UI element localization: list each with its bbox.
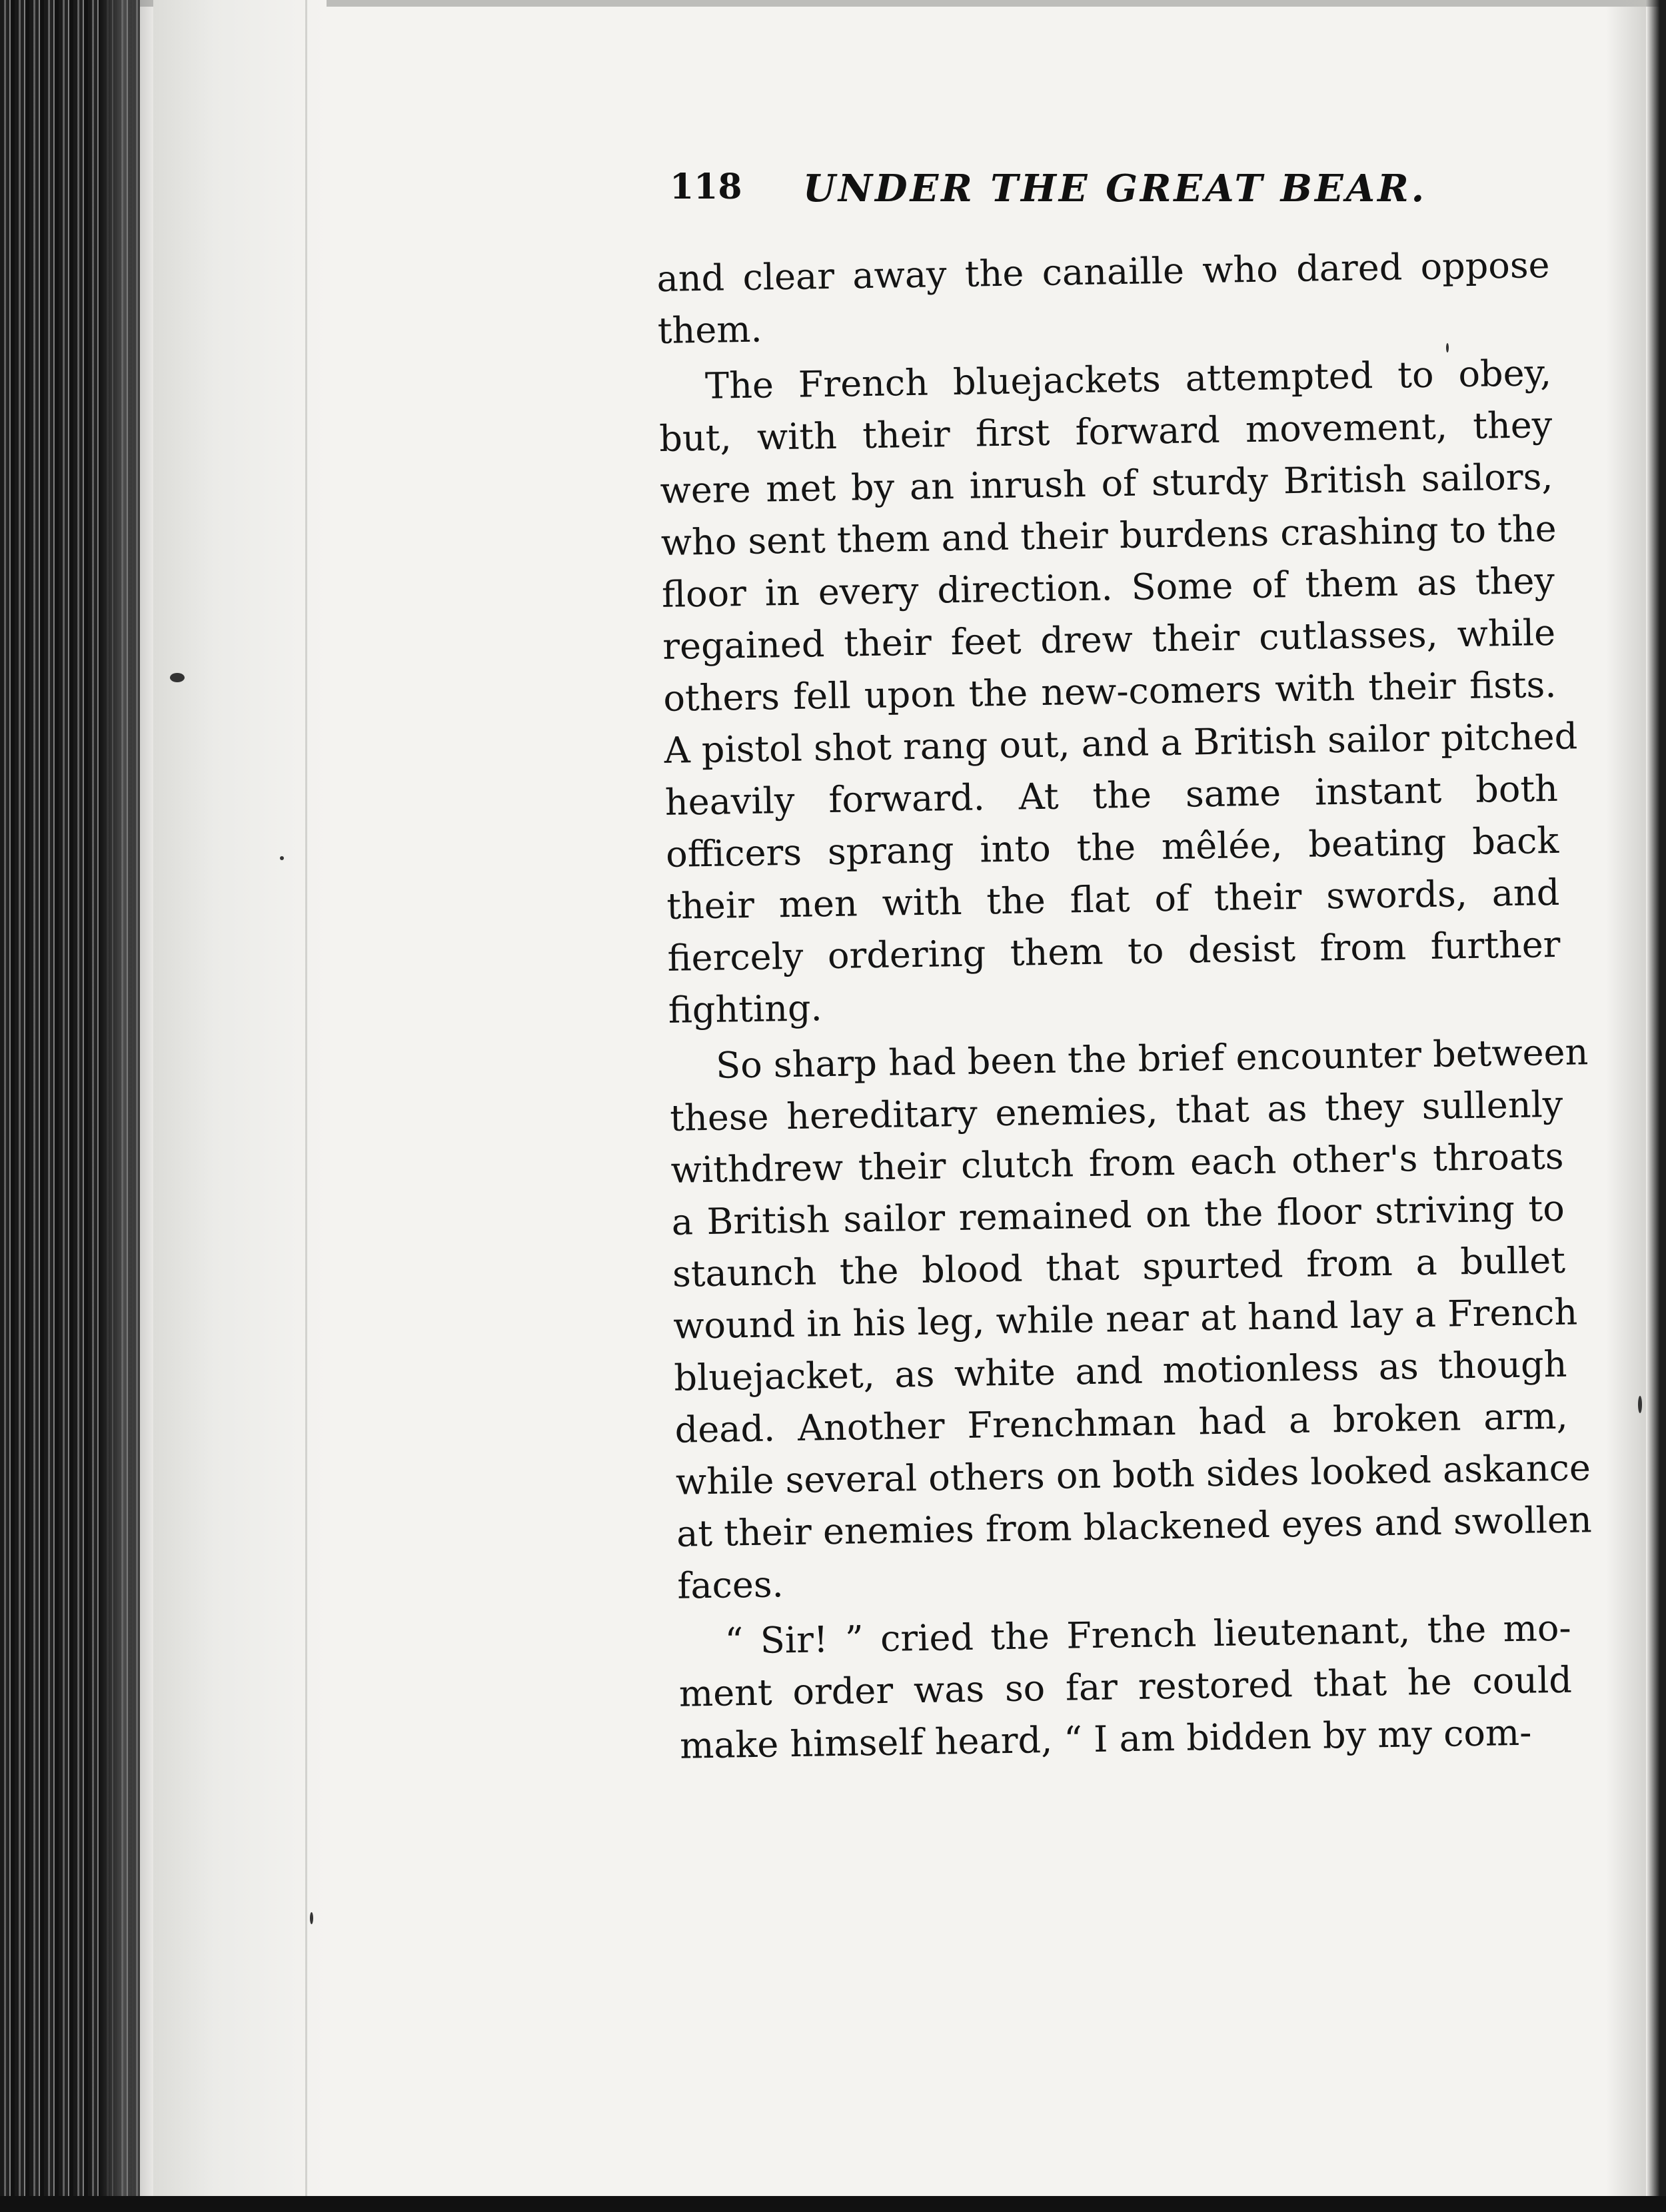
text-line: heavily forward. At the same instant both	[664, 767, 1559, 824]
text-line: The French bluejackets attempted to obey,	[704, 351, 1552, 407]
text-line: bluejacket, as white and motionless as though	[674, 1343, 1567, 1399]
text-line: who sent them and their burdens crashing to the	[660, 507, 1557, 564]
page-gutter	[153, 0, 327, 2212]
right-page-shadow	[1606, 0, 1646, 2212]
body-text	[656, 239, 1593, 1772]
spine-shadow	[100, 0, 160, 2212]
paragraph	[669, 1027, 1593, 1612]
bottom-page-edge	[0, 2196, 1666, 2212]
text-line: these hereditary enemies, that as they sullenly	[669, 1083, 1563, 1139]
running-head-title: UNDER THE GREAT BEAR.	[803, 167, 1427, 211]
text-line: their men with the flat of their swords, and	[666, 871, 1560, 927]
right-page-edge	[1646, 0, 1666, 2212]
text-line: A pistol shot rang out, and a British sailor pitched	[664, 715, 1578, 772]
scan-speck	[280, 856, 284, 860]
text-line: ment order was so far restored that he could	[678, 1658, 1573, 1715]
paragraph	[678, 1602, 1573, 1772]
text-line: officers sprang into the mêlée, beating back	[665, 819, 1559, 875]
text-line: “ Sir! ” cried the French lieutenant, the mo-	[724, 1606, 1572, 1662]
text-line: wound in his leg, while near at hand lay a French	[672, 1291, 1578, 1347]
scan-speck	[1638, 1396, 1642, 1413]
text-line: but, with their first forward movement, they	[658, 403, 1553, 460]
text-line: faces.	[676, 1563, 784, 1607]
text-line: while several others on both sides looked askance	[675, 1446, 1591, 1503]
text-line: fighting.	[668, 987, 823, 1031]
text-line: were met by an inrush of sturdy British sailors,	[660, 455, 1553, 512]
text-line: dead. Another Frenchman had a broken arm,	[674, 1394, 1569, 1451]
text-line: staunch the blood that spurted from a bullet	[672, 1239, 1566, 1295]
scan-speck	[310, 1912, 313, 1924]
text-line: floor in every direction. Some of them as they	[661, 559, 1555, 616]
page-header	[670, 167, 1503, 220]
text-line: them.	[657, 308, 763, 352]
text-line: fiercely ordering them to desist from further	[667, 923, 1561, 979]
page-number: 118	[670, 167, 742, 207]
text-line: and clear away the canaille who dared oppose	[656, 243, 1550, 300]
text-line: at their enemies from blackened eyes and swollen	[676, 1498, 1593, 1555]
paragraph	[658, 347, 1578, 1037]
text-line: So sharp had been the brief encounter between	[715, 1031, 1589, 1087]
scan-speck	[170, 673, 185, 682]
paragraph	[656, 239, 1551, 357]
text-line: make himself heard, “ I am bidden by my com-	[679, 1711, 1532, 1767]
text-line: others fell upon the new-comers with their fists.	[663, 663, 1557, 720]
text-line: withdrew their clutch from each other's throats	[670, 1135, 1564, 1191]
text-line: regained their feet drew their cutlasses, while	[662, 611, 1556, 668]
text-line: a British sailor remained on the floor striving to	[671, 1187, 1565, 1243]
gutter-fold-line	[305, 0, 307, 2212]
